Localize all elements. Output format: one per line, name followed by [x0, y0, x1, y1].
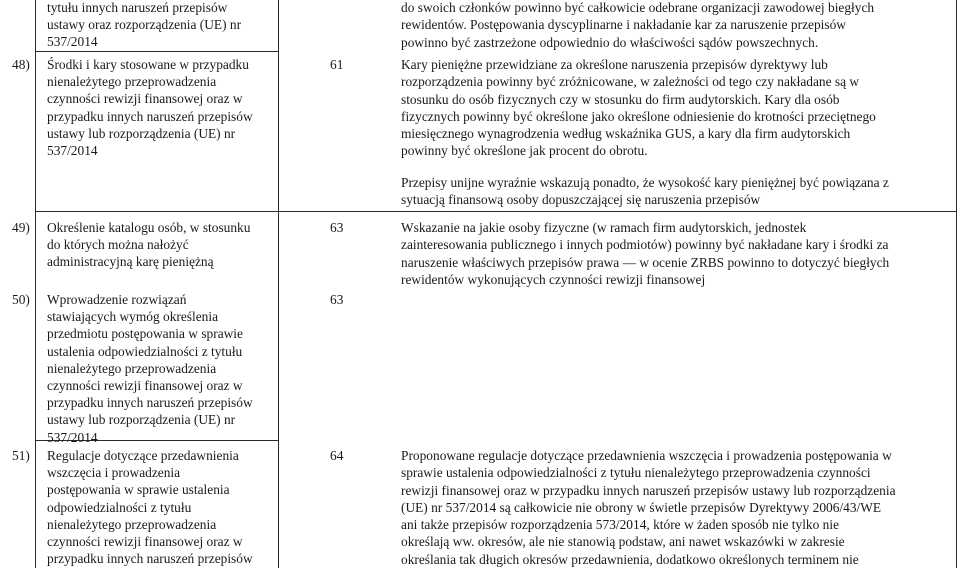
row-divider-1	[35, 51, 278, 52]
block-63a-text: Wskazanie na jakie osoby fizyczne (w ramach firm audytorskich, jednostek zainteresowania publicznego i innych podmiotów) powinny być nakładane kary i środki za naruszenie właściwych przepisów prawa — w ocenie ZRBS powinno to dotyczyć biegłych rewidentów wykonujących czynności rewizji finansowej	[401, 220, 890, 287]
item-48-number: 48)	[12, 57, 30, 72]
table-border-right	[956, 0, 957, 568]
item-48-text: Środki i kary stosowane w przypadku nienależytego przeprowadzenia czynności rewizji finansowej oraz w przypadku innych naruszeń przepisów ustawy lub rozporządzenia (UE) nr 537/2014	[47, 57, 253, 159]
row-divider-2	[35, 211, 957, 212]
block-63b-number: 63	[330, 292, 344, 307]
item-51-text: Regulacje dotyczące przedawnienia wszczęcia i prowadzenia postępowania w sprawie ustalenia odpowiedzialności z tytułu nienależytego przeprowadzenia czynności rewizji finansowej oraz w przypadku innych naruszeń przepisów	[47, 448, 253, 567]
item-50-number: 50)	[12, 292, 30, 307]
block-63a-number: 63	[330, 220, 344, 235]
block-61-text: Kary pieniężne przewidziane za określone naruszenia przepisów dyrektywy lub rozporządzenia powinny być zróżnicowane, w zależności od tego czy nakładane są w stosunku do osób fizycznych czy w stosunku do firm audytorskich. Kary dla osób fizycznych powinny być określone jako określone odniesienie do krotności przeciętnego miesięcznego wynagrodzenia według wskaźnika GUS, a kary dla firm audytorskich powinny być określone jak procent do obrotu.	[401, 57, 876, 159]
block-64-number: 64	[330, 448, 344, 463]
item-50-text: Wprowadzenie rozwiązań stawiających wymóg określenia przedmiotu postępowania w sprawie ustalenia odpowiedzialności z tytułu nienależytego przeprowadzenia czynności rewizji finansowej oraz w przypadku innych naruszeń przepisów ustawy lub rozporządzenia (UE) nr 537/2014	[47, 292, 253, 445]
right-block-top-text: do swoich członków powinno być całkowicie odebrane organizacji zawodowej biegłych rewidentów. Postępowania dyscyplinarne i nakładanie kar za naruszenie przepisów powinno być zastrzeżone odpowiednio do właściwości sądów powszechnych.	[401, 0, 875, 50]
block-61-number: 61	[330, 57, 344, 72]
block-64-text: Proponowane regulacje dotyczące przedawnienia wszczęcia i prowadzenia postępowania w sprawie ustalenia odpowiedzialności z tytułu nienależytego przeprowadzenia czynności rewizji finansowej oraz w przypadku innych naruszeń przepisów ustawy lub rozporządzenia (UE) nr 537/2014 są całkowicie nie obrony w świetle przepisów Dyrektywy 2006/43/WE ani także przepisów rozporządzenia 573/2014, które w żaden sposób nie tylko nie określają ww. okresów, ale nie stanowią podstaw, ani nawet wskazówki w zakresie określania tak długich okresów przedawnienia, dodatkowo określonych terminem nie	[401, 448, 896, 567]
table-border-left	[35, 0, 36, 568]
item-49-number: 49)	[12, 220, 30, 235]
block-61-text-2: Przepisy unijne wyraźnie wskazują ponadto, że wysokość kary pieniężnej być powiązana z sytuacją finansową osoby dopuszczającej się naruszenia przepisów	[401, 175, 889, 208]
left-cell-top-text: tytułu innych naruszeń przepisów ustawy oraz rozporządzenia (UE) nr 537/2014	[47, 0, 242, 50]
item-49-text: Określenie katalogu osób, w stosunku do których można nałożyć administracyjną karę pieniężną	[47, 220, 251, 270]
table-border-middle	[278, 0, 279, 568]
item-51-number: 51)	[12, 448, 30, 463]
